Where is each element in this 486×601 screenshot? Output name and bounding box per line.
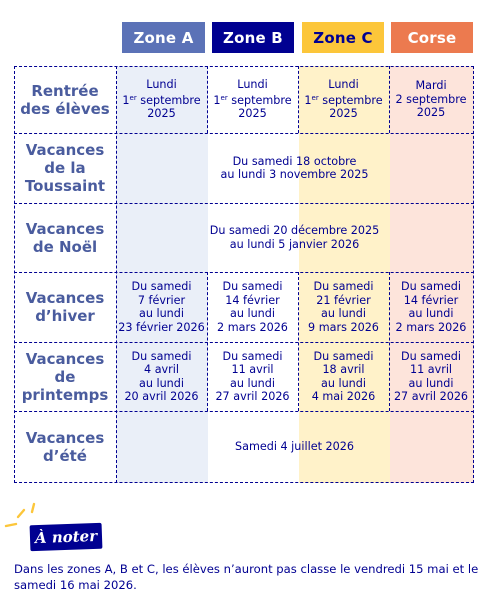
cell-hiver-zone-b: Du samedi 14 février au lundi 2 mars 2026 (217, 280, 288, 334)
cell-rentree-zone-c (298, 66, 389, 133)
grid-line (14, 482, 474, 483)
note-text: Dans les zones A, B et C, les élèves n’auront pas classe le vendredi 15 mai et le samedi 16 mai 2026. (14, 562, 479, 592)
row-label-printemps: Vacances de printemps (21, 349, 109, 404)
row-label-rentree: Rentrée des élèves (20, 81, 110, 118)
cell-printemps-zone-b: Du samedi 11 avril au lundi 27 avril 2026 (215, 349, 290, 403)
cell-text: 1 (213, 93, 221, 107)
cell-ete-all-zones: Samedi 4 juillet 2026 (235, 439, 354, 453)
cell-text: septembre 2025 (322, 93, 383, 121)
row-label-ete: Vacances d’été (25, 428, 105, 465)
cell-text: Lundi (237, 78, 268, 92)
cell-superscript: er (220, 93, 228, 102)
row-label-hiver: Vacances d’hiver (25, 289, 105, 325)
a-noter-tag: À noter (30, 523, 103, 551)
cell-text: Lundi (146, 78, 177, 92)
cell-noel-all-zones: Du samedi 20 décembre 2025 au lundi 5 janvier 2026 (209, 224, 380, 251)
cell-text: septembre 2025 (140, 93, 201, 121)
cell-text: Lundi (328, 78, 359, 92)
cell-printemps-zone-a: Du samedi 4 avril au lundi 20 avril 2026 (124, 349, 199, 403)
cell-text: septembre 2025 (231, 93, 292, 121)
zone-b-header: Zone B (212, 22, 294, 53)
zone-a-header: Zone A (122, 22, 205, 53)
row-label-toussaint: Vacances de la Toussaint (24, 141, 106, 195)
cell-hiver-corse: Du samedi 14 février au lundi 2 mars 2026 (395, 280, 467, 334)
cell-superscript: er (311, 93, 319, 102)
cell-hiver-zone-a: Du samedi 7 février au lundi 23 février 2026 (118, 280, 205, 334)
cell-rentree-zone-b (207, 66, 298, 133)
grid-line (473, 66, 474, 483)
cell-rentree-zone-a (116, 66, 207, 133)
cell-printemps-zone-c: Du samedi 18 avril au lundi 4 mai 2026 (311, 349, 376, 403)
corse-header: Corse (391, 22, 473, 53)
row-label-noel: Vacances de Noël (25, 219, 105, 256)
cell-toussaint-all-zones: Du samedi 18 octobre au lundi 3 novembre 2025 (220, 154, 369, 181)
cell-superscript: er (129, 93, 137, 102)
cell-hiver-zone-c: Du samedi 21 février au lundi 9 mars 2026 (308, 280, 379, 334)
cell-rentree-corse: Mardi 2 septembre 2025 (395, 79, 467, 120)
cell-text: 1 (122, 93, 130, 107)
cell-printemps-corse: Du samedi 11 avril au lundi 27 avril 2026 (393, 349, 469, 403)
zone-c-header: Zone C (302, 22, 384, 53)
cell-text: 1 (304, 93, 312, 107)
